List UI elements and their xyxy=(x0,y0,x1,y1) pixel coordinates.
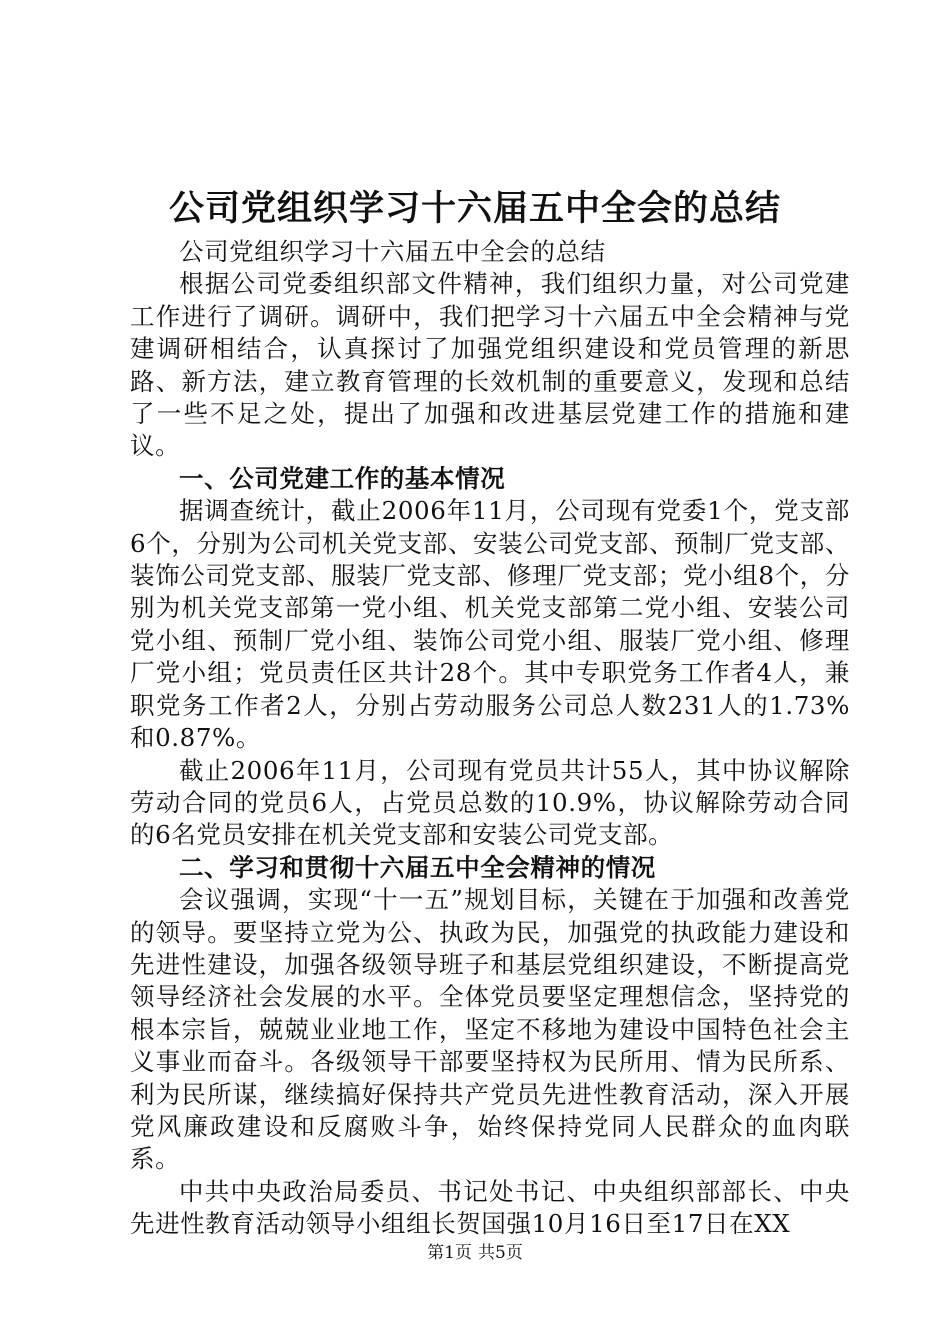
page-number: 第1页 xyxy=(427,1243,472,1263)
intro-paragraph: 根据公司党委组织部文件精神，我们组织力量，对公司党建工作进行了调研。调研中，我们把学习十六届五中全会精神与党建调研相结合，认真探讨了加强党组织建设和党员管理的新思路、新方法，建立教育管理的长效机制的重要意义，发现和总结了一些不足之处，提出了加强和改进基层党建工作的措施和建议。 xyxy=(130,269,850,461)
document-subtitle: 公司党组织学习十六届五中全会的总结 xyxy=(179,237,606,266)
section-heading-1: 一、公司党建工作的基本情况 xyxy=(179,463,506,493)
document-body xyxy=(130,236,850,1241)
document-title: 公司党组织学习十六届五中全会的总结 xyxy=(168,188,781,229)
section-heading-2: 二、学习和贯彻十六届五中全会精神的情况 xyxy=(179,852,656,882)
section2-paragraph-1: 会议强调，实现“十一五”规划目标，关键在于加强和改善党的领导。要坚持立党为公、执政为民，加强党的执政能力建设和先进性建设，加强各级领导班子和基层党组织建设，不断提高党领导经济社会发展的水平。全体党员要坚定理想信念，坚持党的根本宗旨，兢兢业业地工作，坚定不移地为建设中国特色社会主义事业而奋斗。各级领导干部要坚持权为民所用、情为民所系、利为民所谋，继续搞好保持共产党员先进性教育活动，深入开展党风廉政建设和反腐败斗争，始终保持党同人民群众的血肉联系。 xyxy=(130,885,850,1174)
page-total: 共5页 xyxy=(478,1243,523,1263)
section2-paragraph-2: 中共中央政治局委员、书记处书记、中央组织部部长、中央先进性教育活动领导小组组长贺国强10月16日至17日在XX xyxy=(130,1176,850,1239)
section1-paragraph-1: 据调查统计，截止2006年11月，公司现有党委1个，党支部6个，分别为公司机关党支部、安装公司党支部、预制厂党支部、装饰公司党支部、服装厂党支部、修理厂党支部；党小组8个，分别为机关党支部第一党小组、机关党支部第二党小组、安装公司党小组、预制厂党小组、装饰公司党小组、服装厂党小组、修理厂党小组；党员责任区共计28个。其中专职党务工作者4人，兼职党务工作者2人，分别占劳动服务公司总人数231人的1.73%和0.87%。 xyxy=(130,496,850,753)
page-footer xyxy=(0,1241,950,1265)
section1-paragraph-2: 截止2006年11月，公司现有党员共计55人，其中协议解除劳动合同的党员6人，占党员总数的10.9%，协议解除劳动合同的6名党员安排在机关党支部和安装公司党支部。 xyxy=(130,755,850,850)
